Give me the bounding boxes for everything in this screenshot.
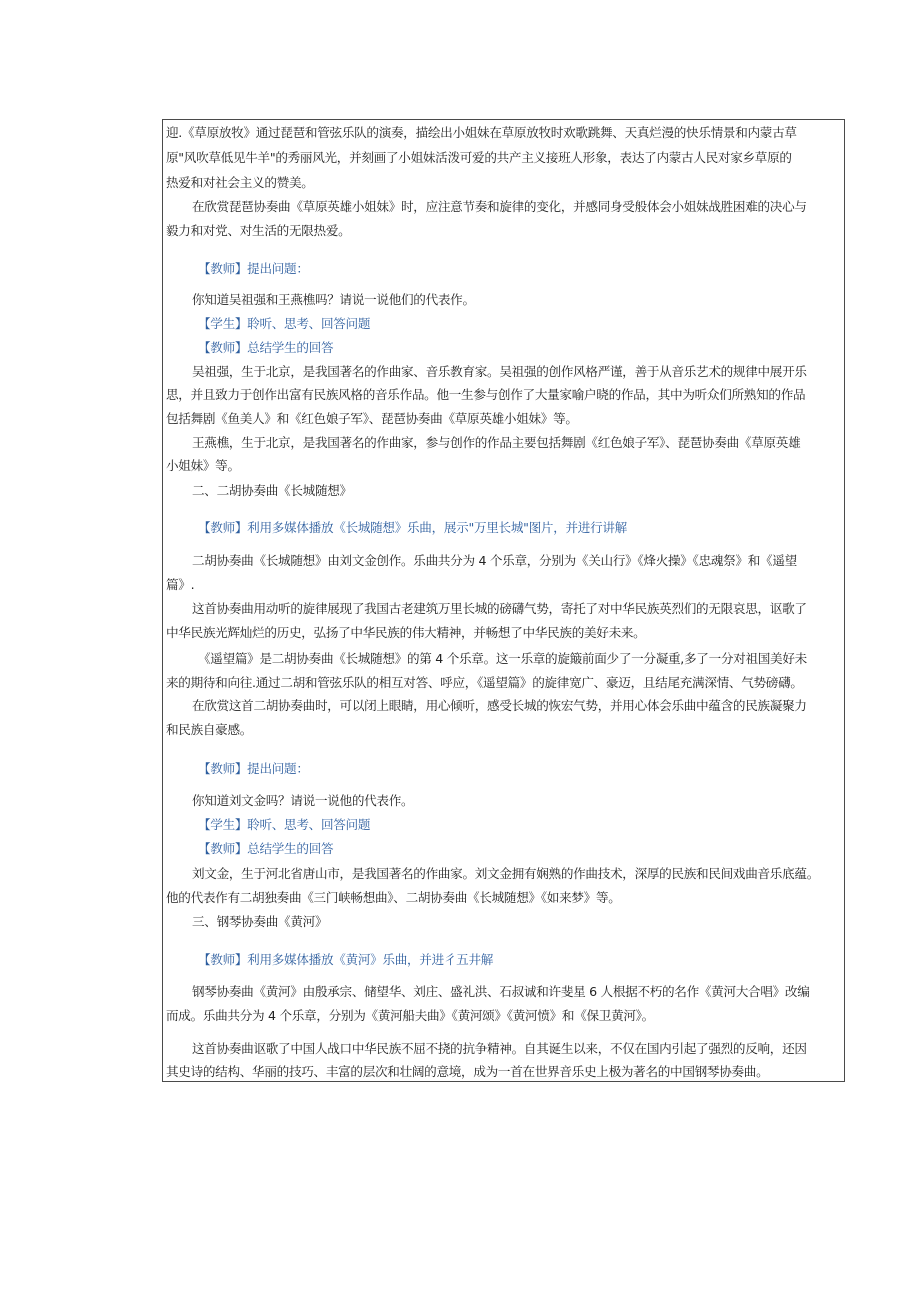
paragraph-line: 包括舞剧《鱼美人》和《红色娘子军》、琵琶协奏曲《草原英雄小姐妹》等。 — [166, 411, 578, 426]
student-prompt: 【学生】聆听、思考、回答问题 — [198, 316, 371, 331]
paragraph-line: 钢琴协奏曲《黄河》由殷承宗、储望华、刘庄、盛礼洪、石叔诚和许斐星 6 人根据不朽的名作《黄河大合唱》改编 — [192, 984, 810, 999]
paragraph-line: 刘文金，生于河北省唐山市，是我国著名的作曲家。刘文金拥有娴熟的作曲技术，深厚的民族和民间戏曲音乐底蕴。 — [192, 866, 819, 881]
paragraph-line: 来的期待和向往.通过二胡和管弦乐队的相互对答、呼应，《遥望篇》的旋律宽广、豪迈，且结尾充满深情、气势磅礴。 — [166, 675, 803, 690]
paragraph-line: 小姐妹》等。 — [166, 458, 240, 473]
paragraph-line: 中华民族光辉灿烂的历史，弘扬了中华民族的伟大精神，并畅想了中华民族的美好未来。 — [166, 625, 646, 640]
paragraph-line: 毅力和对党、对生活的无限热爱。 — [166, 223, 351, 238]
teacher-prompt: 【教师】利用多媒体播放《长城随想》乐曲，展示"万里长城"图片，并进行讲解 — [198, 520, 627, 535]
teacher-prompt: 【教师】利用多媒体播放《黄河》乐曲，并进彳五井解 — [198, 952, 494, 967]
teacher-prompt: 【教师】总结学生的回答 — [198, 841, 334, 856]
student-prompt: 【学生】聆听、思考、回答问题 — [198, 817, 371, 832]
paragraph-line: 篇》. — [166, 577, 195, 592]
paragraph-line: 思，并且致力于创作出富有民族风格的音乐作品。他一生参与创作了大量家喻户晓的作品，其中为听众们所熟知的作品 — [166, 387, 806, 402]
section-heading: 二、二胡协奏曲《长城随想》 — [192, 483, 352, 498]
paragraph-line: 《遥望篇》是二胡协奏曲《长城随想》的第 4 个乐章。这一乐章的旋簸前面少了一分凝重,多了一分对祖国美好未 — [198, 651, 807, 666]
paragraph-line: 在欣赏这首二胡协奏曲时，可以闭上眼睛，用心倾听，感受长城的恢宏气势，并用心体会乐曲中蕴含的民族凝聚力 — [192, 698, 807, 713]
paragraph-line: 王燕樵，生于北京，是我国著名的作曲家，参与创作的作品主要包括舞剧《红色娘子军》、琵琶协奏曲《草原英雄 — [192, 435, 801, 450]
paragraph-line: 你知道吴祖强和王燕樵吗？请说一说他们的代表作。 — [192, 292, 475, 307]
paragraph-line: 其史诗的结构、华丽的技巧、丰富的层次和壮阔的意境，成为一首在世界音乐史上极为著名的中国钢琴协奏曲。 — [166, 1064, 769, 1079]
teacher-prompt: 【教师】总结学生的回答 — [198, 340, 334, 355]
paragraph-line: 他的代表作有二胡独奏曲《三门峡畅想曲》、二胡协奏曲《长城随想》《如来梦》等。 — [166, 890, 621, 905]
paragraph-line: 热爱和对社会主义的赞美。 — [166, 175, 314, 190]
paragraph-line: 你知道刘文金吗？请说一说他的代表作。 — [192, 793, 414, 808]
teacher-prompt: 【教师】提出问题： — [198, 261, 309, 276]
paragraph-line: 迎.《草原放牧》通过琵琶和管弦乐队的演奏，描绘出小姐妹在草原放牧时欢歌跳舞、天真烂漫的快乐情景和内蒙古草 — [166, 125, 797, 140]
paragraph-line: 吴祖强，生于北京，是我国著名的作曲家、音乐教育家。吴祖强的创作风格严谨，善于从音乐艺术的规律中展开乐 — [192, 364, 807, 379]
paragraph-line: 这首协奏曲讴歌了中国人战口中华民族不屈不挠的抗争精神。自其诞生以来，不仅在国内引起了强烈的反响，还因 — [192, 1041, 807, 1056]
paragraph-line: 原"风吹草低见牛羊"的秀丽风光，并刻画了小姐妹活泼可爱的共产主义接班人形象，表达了内蒙古人民对家乡草原的 — [166, 150, 792, 165]
paragraph-line: 在欣赏琵琶协奏曲《草原英雄小姐妹》时，应注意节奏和旋律的变化，并感同身受般体会小姐妹战胜困难的决心与 — [192, 199, 807, 214]
section-heading: 三、钢琴协奏曲《黄河》 — [192, 914, 328, 929]
paragraph-line: 这首协奏曲用动听的旋律展现了我国古老建筑万里长城的磅礴气势，寄托了对中华民族英烈们的无限哀思，讴歌了 — [192, 601, 807, 616]
paragraph-line: 二胡协奏曲《长城随想》由刘文金创作。乐曲共分为 4 个乐章，分别为《关山行》《烽火操》《忠魂祭》和《遥望 — [192, 553, 797, 568]
paragraph-line: 而成。乐曲共分为 4 个乐章，分别为《黄河船夫曲》《黄河颂》《黄河愤》和《保卫黄河》。 — [166, 1008, 654, 1023]
paragraph-line: 和民族自豪感。 — [166, 722, 253, 737]
teacher-prompt: 【教师】提出问题： — [198, 761, 309, 776]
